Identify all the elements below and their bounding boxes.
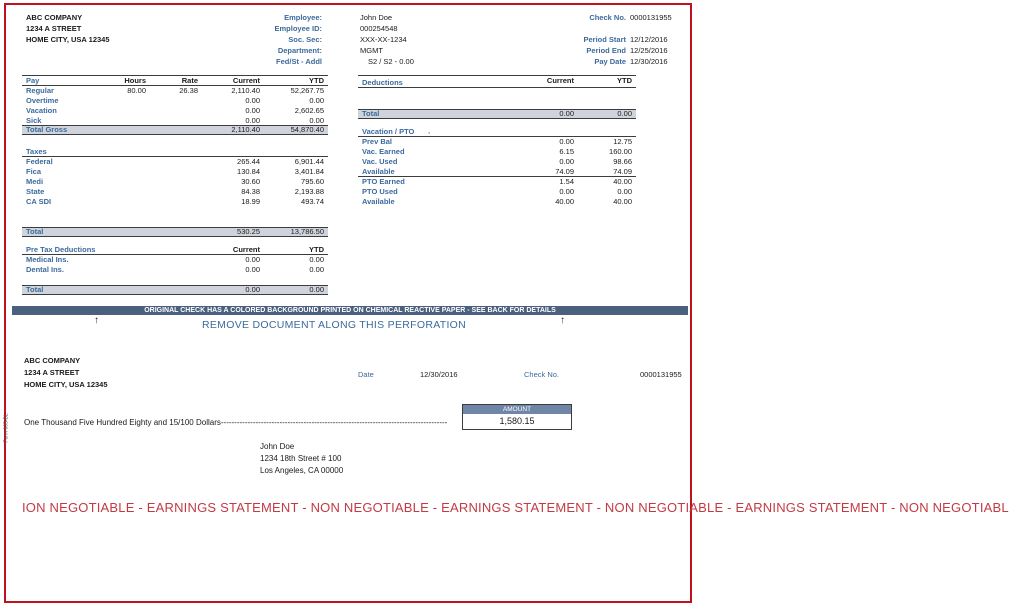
taxes-header: Taxes xyxy=(26,147,47,156)
pto-row-label: PTO Used xyxy=(362,187,398,196)
department: MGMT xyxy=(360,46,383,55)
pto-row-label: Vac. Earned xyxy=(362,147,405,156)
pto-row-label: Prev Bal xyxy=(362,137,393,146)
ytd-header: YTD xyxy=(309,76,324,85)
pay-header: Pay xyxy=(26,76,40,85)
check-company-city: HOME CITY, USA 12345 xyxy=(24,380,108,389)
pto-header: Vacation / PTO xyxy=(362,127,415,136)
deductions-total-current: 0.00 xyxy=(559,109,574,118)
tax-row-current: 18.99 xyxy=(241,197,260,206)
check-number: 0000131955 xyxy=(640,370,682,379)
pto-row-label: PTO Earned xyxy=(362,177,405,186)
pay-row-current: 0.00 xyxy=(245,96,260,105)
pto-row-current: 74.09 xyxy=(555,167,574,176)
deductions-total-label: Total xyxy=(362,109,380,118)
current-header: Current xyxy=(232,76,260,85)
pay-row-current: 0.00 xyxy=(245,106,260,115)
pay-row-ytd: 0.00 xyxy=(309,96,324,105)
employee-name: John Doe xyxy=(360,13,393,22)
arrow-up-icon: ↑ xyxy=(94,315,99,326)
arrow-up-icon: ↑ xyxy=(560,315,565,326)
amount-box xyxy=(462,404,572,430)
tax-row-ytd: 493.74 xyxy=(301,197,324,206)
pto-row-label: Available xyxy=(362,197,395,206)
pretax-row-current: 0.00 xyxy=(245,265,260,274)
payee-name: John Doe xyxy=(260,442,295,451)
check-company-name: ABC COMPANY xyxy=(24,356,81,365)
company-street: 1234 A STREET xyxy=(26,24,82,33)
pto-row-label: Vac. Used xyxy=(362,157,398,166)
total-gross-label: Total Gross xyxy=(26,125,68,134)
pay-row-label: Vacation xyxy=(26,106,57,115)
rate-header: Rate xyxy=(181,76,198,85)
employee-label: Employee: xyxy=(284,13,322,22)
department-label: Department: xyxy=(277,46,322,55)
pay-row-label: Regular xyxy=(26,86,54,95)
taxes-total-label: Total xyxy=(26,227,44,236)
pay-row-hours: 80.00 xyxy=(127,86,146,95)
pay-row-ytd: 2,602.65 xyxy=(294,106,324,115)
pto-row-ytd: 40.00 xyxy=(613,197,632,206)
pto-row-current: 0.00 xyxy=(559,137,574,146)
pretax-ytd-header: YTD xyxy=(309,245,324,254)
deductions-header: Deductions xyxy=(362,78,403,87)
non-negotiable-line: ION NEGOTIABLE - EARNINGS STATEMENT - NON NEGOTIABLE - EARNINGS STATEMENT - NON NEGOTIABLE - EARNINGS STATEMENT - NON NEGOTIABL xyxy=(22,500,1009,515)
soc-sec: XXX-XX-1234 xyxy=(360,35,407,44)
period-start: 12/12/2016 xyxy=(630,35,668,44)
check-date: 12/30/2016 xyxy=(420,370,458,379)
pretax-total-ytd: 0.00 xyxy=(309,285,324,294)
tax-row-ytd: 3,401.84 xyxy=(294,167,324,176)
pretax-row-current: 0.00 xyxy=(245,255,260,264)
amount-label: AMOUNT xyxy=(463,405,571,414)
pay-row-ytd: 52,267.75 xyxy=(290,86,324,95)
taxes-total-ytd: 13,786.50 xyxy=(290,227,324,236)
pretax-header: Pre Tax Deductions xyxy=(26,245,96,254)
amount-value: 1,580.15 xyxy=(499,416,535,426)
amount-in-words: One Thousand Five Hundred Eighty and 15/100 Dollars------------------------------------------------------------------------------------- xyxy=(24,418,448,427)
check-no-label: Check No. xyxy=(589,13,626,22)
pto-row-current: 1.54 xyxy=(559,177,574,186)
pay-row-label: Overtime xyxy=(26,96,59,105)
pto-row-ytd: 160.00 xyxy=(609,147,632,156)
pto-row-current: 6.15 xyxy=(559,147,574,156)
tax-row-label: Medi xyxy=(26,177,44,186)
payee-street: 1234 18th Street # 100 xyxy=(260,454,342,463)
tax-row-current: 130.84 xyxy=(237,167,260,176)
tax-row-current: 265.44 xyxy=(237,157,260,166)
check-company-street: 1234 A STREET xyxy=(24,368,80,377)
pto-row-label: Available xyxy=(362,167,395,176)
pay-row-rate: 26.38 xyxy=(179,86,198,95)
pretax-total-label: Total xyxy=(26,285,44,294)
pay-date: 12/30/2016 xyxy=(630,57,668,66)
deductions-ytd-header: YTD xyxy=(617,76,632,85)
tax-row-current: 84.38 xyxy=(241,187,260,196)
check-number-label: Check No. xyxy=(524,370,560,379)
tax-row-ytd: 6,901.44 xyxy=(294,157,324,166)
period-end: 12/25/2016 xyxy=(630,46,668,55)
perforation-notice: REMOVE DOCUMENT ALONG THIS PERFORATION xyxy=(202,319,467,331)
tax-row-label: CA SDI xyxy=(26,197,52,206)
deductions-current-header: Current xyxy=(546,76,574,85)
fed-st-value: S2 / S2 - 0.00 xyxy=(368,57,414,66)
pto-row-ytd: 98.66 xyxy=(613,157,632,166)
total-gross-ytd: 54,870.40 xyxy=(290,125,324,134)
hours-header: Hours xyxy=(124,76,146,85)
pretax-total-current: 0.00 xyxy=(245,285,260,294)
company-name: ABC COMPANY xyxy=(26,13,83,22)
pto-row-current: 0.00 xyxy=(559,157,574,166)
pto-row-ytd: 0.00 xyxy=(617,187,632,196)
tax-row-ytd: 795.60 xyxy=(301,177,324,186)
tax-row-ytd: 2,193.88 xyxy=(294,187,324,196)
pretax-row-label: Dental Ins. xyxy=(26,265,64,274)
pto-row-ytd: 40.00 xyxy=(613,177,632,186)
soc-sec-label: Soc. Sec: xyxy=(288,35,322,44)
taxes-total-current: 530.25 xyxy=(237,227,260,236)
tax-row-label: Fica xyxy=(26,167,42,176)
fed-st-label: Fed/St - Addl xyxy=(276,57,322,66)
pretax-row-label: Medical Ins. xyxy=(26,255,69,264)
pay-row-current: 2,110.40 xyxy=(231,86,260,95)
check-no: 0000131955 xyxy=(630,13,672,22)
pay-row-label: Sick xyxy=(26,116,42,125)
pretax-row-ytd: 0.00 xyxy=(309,255,324,264)
pto-mark: , xyxy=(428,126,431,135)
pto-row-ytd: 74.09 xyxy=(613,167,632,176)
period-start-label: Period Start xyxy=(583,35,626,44)
company-city: HOME CITY, USA 12345 xyxy=(26,35,110,44)
employee-id: 000254548 xyxy=(360,24,398,33)
deductions-total-ytd: 0.00 xyxy=(617,109,632,118)
pto-row-ytd: 12.75 xyxy=(613,137,632,146)
pretax-current-header: Current xyxy=(232,245,260,254)
tax-row-label: Federal xyxy=(26,157,53,166)
check-stub xyxy=(12,306,1009,596)
pay-row-current: 0.00 xyxy=(245,116,260,125)
pto-row-current: 0.00 xyxy=(559,187,574,196)
check-banner: ORIGINAL CHECK HAS A COLORED BACKGROUND PRINTED ON CHEMICAL REACTIVE PAPER - SEE BACK FOR DETAILS xyxy=(12,306,688,315)
check-date-label: Date xyxy=(358,370,374,379)
form-code: Form 005-BL xyxy=(3,413,10,443)
pay-date-label: Pay Date xyxy=(594,57,626,66)
pretax-row-ytd: 0.00 xyxy=(309,265,324,274)
tax-row-label: State xyxy=(26,187,45,196)
pto-row-current: 40.00 xyxy=(555,197,574,206)
total-gross-current: 2,110.40 xyxy=(231,125,260,134)
deductions-header-rule xyxy=(358,87,636,88)
period-end-label: Period End xyxy=(586,46,626,55)
employee-id-label: Employee ID: xyxy=(274,24,322,33)
payee-city: Los Angeles, CA 00000 xyxy=(260,466,344,475)
tax-row-current: 30.60 xyxy=(241,177,260,186)
pay-row-ytd: 0.00 xyxy=(309,116,324,125)
